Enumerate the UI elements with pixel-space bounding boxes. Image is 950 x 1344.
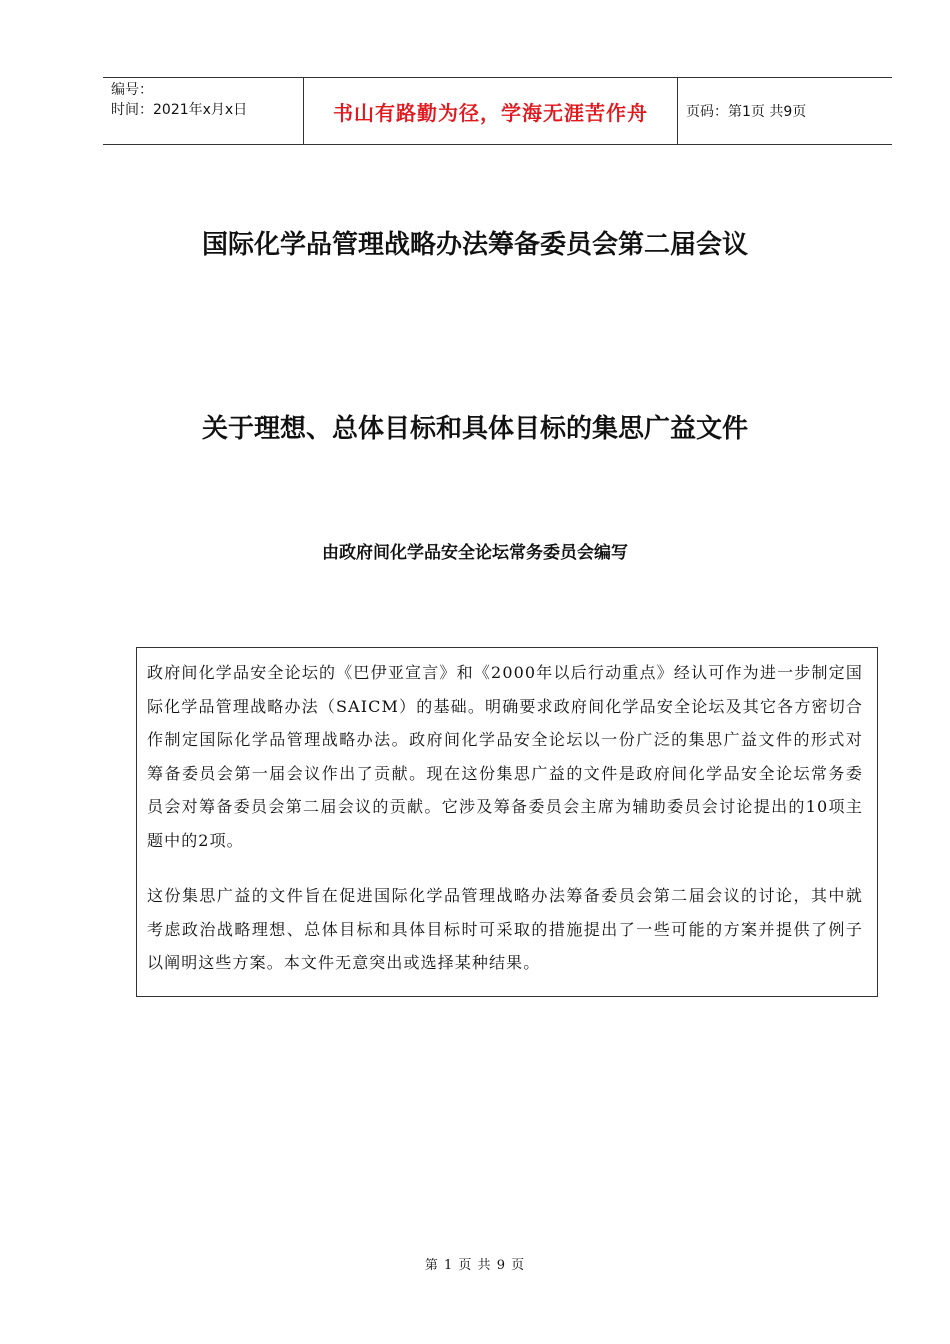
motto-text: 书山有路勤为径，学海无涯苦作舟: [333, 100, 648, 125]
document-subtitle: 关于理想、总体目标和具体目标的集思广益文件: [201, 414, 748, 444]
summary-paragraph: 这份集思广益的文件旨在促进国际化学品管理战略办法筹备委员会第二届会议的讨论，其中就考虑政治战略理想、总体目标和具体目标时可采取的措施提出了一些可能的方案并提供了例子以阐明这些方案。本文件无意突出或选择某种结果。: [147, 886, 863, 972]
header-motto-cell: [304, 78, 678, 144]
date-label: 时间：2021年x月x日: [111, 102, 248, 118]
summary-paragraph: 政府间化学品安全论坛的《巴伊亚宣言》和《2000年以后行动重点》经认可作为进一步制定国际化学品管理战略办法（SAICM）的基础。明确要求政府间化学品安全论坛及其它各方密切合作制定国际化学品管理战略办法。政府间化学品安全论坛以一份广泛的集思广益文件的形式对筹备委员会第一届会议作出了贡献。现在这份集思广益的文件是政府间化学品安全论坛常务委员会对筹备委员会第二届会议的贡献。它涉及筹备委员会主席为辅助委员会讨论提出的10项主题中的2项。: [147, 663, 863, 850]
summary-box: [136, 647, 878, 997]
page-info: 页码：第1页 共9页: [686, 104, 807, 120]
document-header: [103, 77, 892, 145]
document-title: 国际化学品管理战略办法筹备委员会第二届会议: [201, 230, 748, 260]
serial-number-label: 编号：: [111, 82, 153, 98]
header-page-cell: [678, 78, 892, 144]
page-footer: 第 1 页 共 9 页: [424, 1258, 526, 1273]
header-meta: [103, 78, 304, 144]
document-author: 由政府间化学品安全论坛常务委员会编写: [322, 543, 628, 563]
